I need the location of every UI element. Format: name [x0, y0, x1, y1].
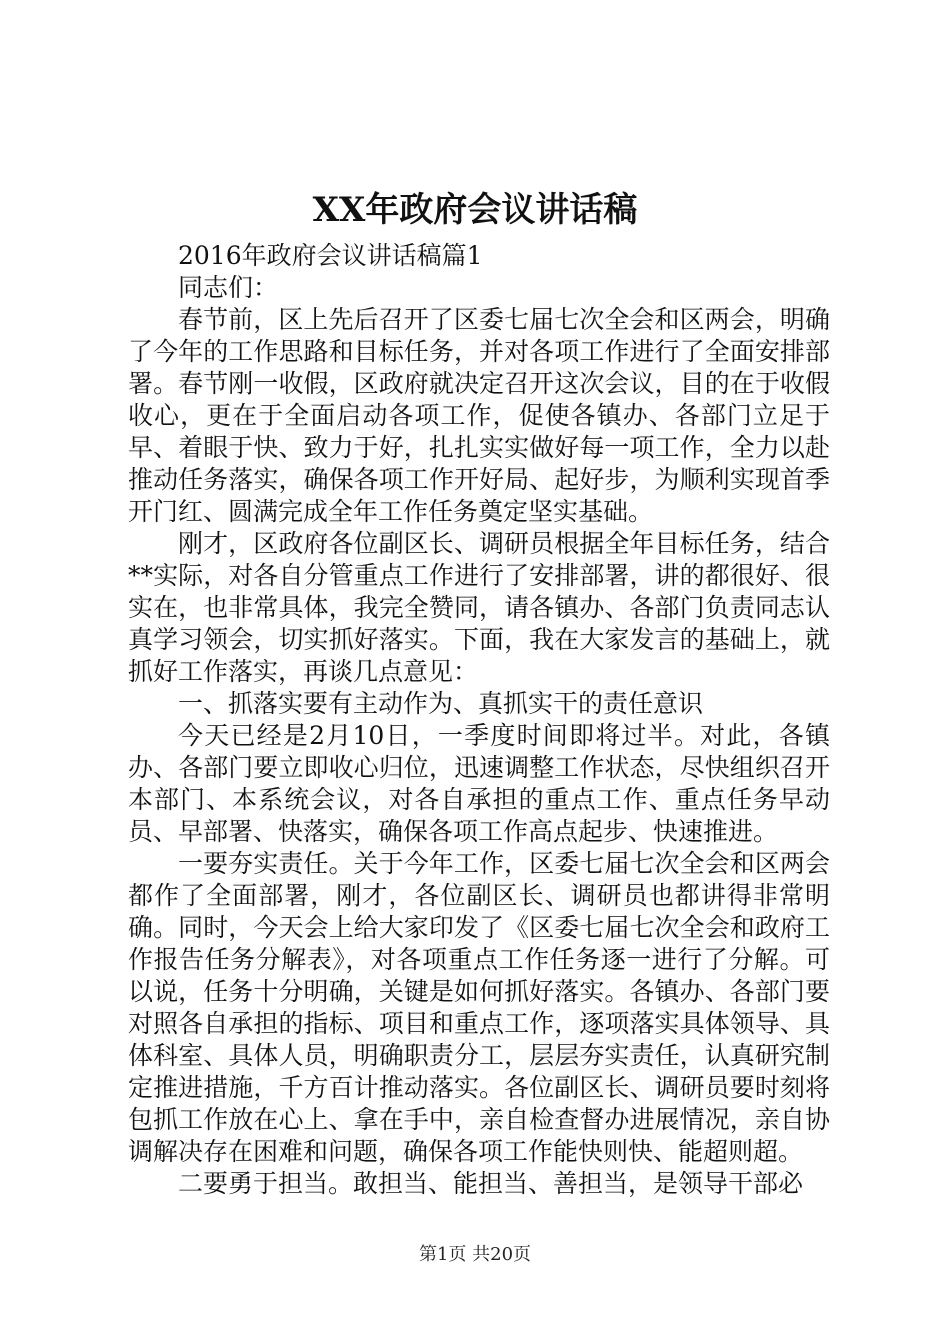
paragraph: 今天已经是2月10日，一季度时间即将过半。对此，各镇办、各部门要立即收心归位，迅速调整工作状态，尽快组织召开本部门、本系统会议，对各自承担的重点工作、重点任务早动员、早部署、快落实，确保各项工作高点起步、快速推进。	[128, 721, 830, 846]
paragraph: 刚才，区政府各位副区长、调研员根据全年目标任务，结合**实际，对各自分管重点工作进行了安排部署，讲的都很好、很实在，也非常具体，我完全赞同，请各镇办、各部门负责同志认真学习领会，切实抓好落实。下面，我在大家发言的基础上，就抓好工作落实，再谈几点意见：	[128, 529, 830, 686]
paragraph: 一要夯实责任。关于今年工作，区委七届七次全会和区两会都作了全面部署，刚才，各位副区长、调研员也都讲得非常明确。同时，今天会上给大家印发了《区委七届七次全会和政府工作报告任务分解表》，对各项重点工作任务逐一进行了分解。可以说，任务十分明确，关键是如何抓好落实。各镇办、各部门要对照各自承担的指标、项目和重点工作，逐项落实具体领导、具体科室、具体人员，明确职责分工，层层夯实责任，认真研究制定推进措施，千方百计推动落实。各位副区长、调研员要时刻将包抓工作放在心上、拿在手中，亲自检查督办进展情况，亲自协调解决存在困难和问题，确保各项工作能快则快、能超则超。	[128, 849, 830, 1166]
paragraph-section-heading: 2016年政府会议讲话稿篇1	[178, 241, 483, 270]
paragraph-salutation: 同志们：	[178, 273, 279, 302]
document-title: XX年政府会议讲话稿	[312, 190, 638, 230]
page-number-footer: 第1页 共20页	[418, 1244, 532, 1265]
paragraph: 二要勇于担当。敢担当、能担当、善担当，是领导干部必	[178, 1169, 804, 1198]
paragraph-subheading: 一、抓落实要有主动作为、真抓实干的责任意识	[178, 689, 704, 718]
document-body	[128, 240, 830, 1200]
paragraph: 春节前，区上先后召开了区委七届七次全会和区两会，明确了今年的工作思路和目标任务，并对各项工作进行了全面安排部署。春节刚一收假，区政府就决定召开这次会议，目的在于收假收心，更在于全面启动各项工作，促使各镇办、各部门立足于早、着眼于快、致力于好，扎扎实实做好每一项工作，全力以赴推动任务落实，确保各项工作开好局、起好步，为顺利实现首季开门红、圆满完成全年工作任务奠定坚实基础。	[128, 305, 830, 526]
